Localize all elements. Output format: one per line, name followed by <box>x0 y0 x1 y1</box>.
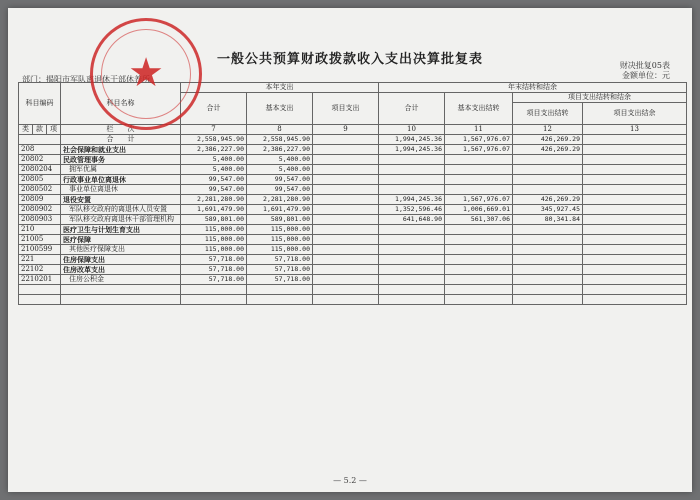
row-proj-balance <box>583 195 687 205</box>
row-basic-carry: 1,567,976.07 <box>445 145 513 155</box>
header-current-year: 本年支出 <box>181 83 379 93</box>
row-proj-balance <box>583 185 687 195</box>
row-total: 2,386,227.90 <box>181 145 247 155</box>
row-total: 99,547.00 <box>181 185 247 195</box>
table-row <box>19 215 687 225</box>
row-ye-total <box>379 185 445 195</box>
grand-total-total: 2,558,945.90 <box>181 135 247 145</box>
row-ye-total <box>379 265 445 275</box>
row-basic-carry <box>445 225 513 235</box>
row-basic-carry <box>445 185 513 195</box>
header-basic-carry: 基本支出结转 <box>445 93 513 125</box>
row-ye-total <box>379 155 445 165</box>
row-ye-total <box>379 275 445 285</box>
row-project <box>313 215 379 225</box>
blank-cell <box>583 285 687 295</box>
row-basic-carry <box>445 265 513 275</box>
table-row <box>19 155 687 165</box>
row-proj-carry <box>513 185 583 195</box>
col-num-12: 12 <box>513 125 583 135</box>
header-row-1 <box>19 83 687 93</box>
row-project <box>313 245 379 255</box>
row-name: 行政事业单位离退休 <box>61 175 181 185</box>
blank-row <box>19 285 687 295</box>
row-name: 社会保障和就业支出 <box>61 145 181 155</box>
table-row <box>19 195 687 205</box>
row-ye-total <box>379 255 445 265</box>
row-project <box>313 275 379 285</box>
row-name: 军队移交政府的离退休人员安置 <box>61 205 181 215</box>
row-basic-carry: 561,307.06 <box>445 215 513 225</box>
approval-table <box>18 82 687 305</box>
blank-row <box>19 295 687 305</box>
row-total: 5,400.00 <box>181 155 247 165</box>
row-code: 221 <box>19 255 61 265</box>
table-row <box>19 275 687 285</box>
star-icon: ★ <box>128 50 164 96</box>
row-name: 民政管理事务 <box>61 155 181 165</box>
table-row <box>19 265 687 275</box>
blank-cell <box>313 295 379 305</box>
row-basic-carry <box>445 255 513 265</box>
header-lanci: 栏 次 <box>61 125 181 135</box>
row-code: 2210201 <box>19 275 61 285</box>
row-project <box>313 175 379 185</box>
row-basic: 115,000.00 <box>247 225 313 235</box>
row-project <box>313 185 379 195</box>
blank-cell <box>181 285 247 295</box>
blank-cell <box>61 295 181 305</box>
department-label: 部门：揭阳市军队离退休干部休养所 <box>22 75 150 84</box>
table-row <box>19 165 687 175</box>
blank-cell <box>181 295 247 305</box>
header-project-carryover: 项目支出结转 <box>513 103 583 125</box>
row-name: 拥军优属 <box>61 165 181 175</box>
row-project <box>313 265 379 275</box>
row-basic: 1,691,479.90 <box>247 205 313 215</box>
blank-cell <box>445 285 513 295</box>
row-code: 2080502 <box>19 185 61 195</box>
blank-rows <box>19 285 687 305</box>
row-basic-carry: 1,567,976.07 <box>445 195 513 205</box>
row-proj-balance <box>583 255 687 265</box>
row-total: 115,000.00 <box>181 245 247 255</box>
row-name: 其他医疗保障支出 <box>61 245 181 255</box>
header-year-end: 年末结转和结余 <box>379 83 687 93</box>
row-proj-balance <box>583 275 687 285</box>
row-total: 115,000.00 <box>181 235 247 245</box>
row-project <box>313 205 379 215</box>
row-code: 2080204 <box>19 165 61 175</box>
row-name: 住房公积金 <box>61 275 181 285</box>
header-kuan: 款 <box>33 125 47 135</box>
row-name: 医疗保障 <box>61 235 181 245</box>
col-num-9: 9 <box>313 125 379 135</box>
row-total: 115,000.00 <box>181 225 247 235</box>
page-number: — 5.2 — <box>333 476 367 485</box>
row-proj-balance <box>583 225 687 235</box>
row-project <box>313 165 379 175</box>
approval-table-container <box>18 82 682 313</box>
row-proj-carry <box>513 165 583 175</box>
row-basic: 5,400.00 <box>247 165 313 175</box>
row-basic: 115,000.00 <box>247 235 313 245</box>
row-basic: 99,547.00 <box>247 175 313 185</box>
row-ye-total <box>379 175 445 185</box>
header-lei: 类 <box>19 125 33 135</box>
data-rows <box>19 145 687 285</box>
row-basic: 2,386,227.90 <box>247 145 313 155</box>
row-name: 军队移交政府离退休干部管理机构 <box>61 215 181 225</box>
blank-cell <box>247 295 313 305</box>
blank-cell <box>379 295 445 305</box>
row-code: 20805 <box>19 175 61 185</box>
row-project <box>313 255 379 265</box>
row-proj-carry <box>513 235 583 245</box>
grand-total-row <box>19 135 687 145</box>
header-project-balance: 项目支出结余 <box>583 103 687 125</box>
amount-unit: 金额单位：元 <box>622 71 670 80</box>
row-proj-carry: 345,927.45 <box>513 205 583 215</box>
row-basic: 57,718.00 <box>247 275 313 285</box>
row-proj-balance <box>583 155 687 165</box>
row-total: 57,718.00 <box>181 265 247 275</box>
row-proj-carry <box>513 275 583 285</box>
row-code: 2100599 <box>19 245 61 255</box>
row-proj-carry: 80,341.84 <box>513 215 583 225</box>
row-proj-carry <box>513 265 583 275</box>
row-basic-carry <box>445 155 513 165</box>
row-proj-balance <box>583 145 687 155</box>
grand-total-basic: 2,558,945.90 <box>247 135 313 145</box>
row-basic: 2,281,280.90 <box>247 195 313 205</box>
row-ye-total: 1,352,596.46 <box>379 205 445 215</box>
blank-cell <box>19 295 61 305</box>
row-ye-total <box>379 245 445 255</box>
col-num-11: 11 <box>445 125 513 135</box>
table-row <box>19 235 687 245</box>
table-row <box>19 205 687 215</box>
blank-cell <box>19 285 61 295</box>
row-total: 57,718.00 <box>181 275 247 285</box>
row-proj-balance <box>583 205 687 215</box>
header-ye-total: 合计 <box>379 93 445 125</box>
row-basic-carry <box>445 165 513 175</box>
row-project <box>313 225 379 235</box>
row-basic-carry: 1,006,669.01 <box>445 205 513 215</box>
blank-cell <box>583 295 687 305</box>
row-basic: 57,718.00 <box>247 255 313 265</box>
blank-cell <box>445 295 513 305</box>
row-ye-total: 1,994,245.36 <box>379 195 445 205</box>
row-total: 57,718.00 <box>181 255 247 265</box>
header-project-carry: 项目支出结转和结余 <box>513 93 687 103</box>
blank-cell <box>379 285 445 295</box>
row-ye-total: 641,648.90 <box>379 215 445 225</box>
row-total: 1,691,479.90 <box>181 205 247 215</box>
row-proj-carry <box>513 255 583 265</box>
row-code: 210 <box>19 225 61 235</box>
header-code: 科目编码 <box>19 83 61 125</box>
table-row <box>19 225 687 235</box>
grand-total-code <box>19 135 61 145</box>
row-proj-carry: 426,269.29 <box>513 195 583 205</box>
row-basic-carry <box>445 235 513 245</box>
grand-total-label: 合 计 <box>61 135 181 145</box>
row-basic: 5,400.00 <box>247 155 313 165</box>
header-project: 项目支出 <box>313 93 379 125</box>
row-code: 208 <box>19 145 61 155</box>
header-name: 科目名称 <box>61 83 181 125</box>
row-basic: 99,547.00 <box>247 185 313 195</box>
row-ye-total <box>379 235 445 245</box>
row-project <box>313 145 379 155</box>
row-proj-carry <box>513 225 583 235</box>
row-proj-carry <box>513 245 583 255</box>
row-code: 22102 <box>19 265 61 275</box>
row-total: 2,281,280.90 <box>181 195 247 205</box>
row-ye-total <box>379 225 445 235</box>
grand-total-ye-total: 1,994,245.36 <box>379 135 445 145</box>
document-title: 一般公共预算财政拨款收入支出决算批复表 <box>216 52 483 67</box>
row-proj-balance <box>583 245 687 255</box>
col-num-7: 7 <box>181 125 247 135</box>
grand-total-proj-carry: 426,269.29 <box>513 135 583 145</box>
header-basic: 基本支出 <box>247 93 313 125</box>
blank-cell <box>513 285 583 295</box>
row-proj-carry <box>513 175 583 185</box>
row-total: 5,400.00 <box>181 165 247 175</box>
grand-total-proj-balance <box>583 135 687 145</box>
row-total: 589,801.00 <box>181 215 247 225</box>
document-page <box>8 8 692 492</box>
row-ye-total: 1,994,245.36 <box>379 145 445 155</box>
row-project <box>313 195 379 205</box>
col-num-10: 10 <box>379 125 445 135</box>
grand-total-basic-carry: 1,567,976.07 <box>445 135 513 145</box>
form-code: 财决批复05表 <box>619 61 670 70</box>
table-row <box>19 245 687 255</box>
row-basic: 115,000.00 <box>247 245 313 255</box>
row-name: 医疗卫生与计划生育支出 <box>61 225 181 235</box>
row-code: 20802 <box>19 155 61 165</box>
row-name: 事业单位离退休 <box>61 185 181 195</box>
row-proj-carry: 426,269.29 <box>513 145 583 155</box>
col-num-8: 8 <box>247 125 313 135</box>
col-num-13: 13 <box>583 125 687 135</box>
row-proj-balance <box>583 215 687 225</box>
row-basic-carry <box>445 175 513 185</box>
row-name: 住房保障支出 <box>61 255 181 265</box>
header-total: 合计 <box>181 93 247 125</box>
row-code: 20809 <box>19 195 61 205</box>
row-proj-balance <box>583 165 687 175</box>
row-name: 住房改革支出 <box>61 265 181 275</box>
row-project <box>313 155 379 165</box>
row-proj-carry <box>513 155 583 165</box>
grand-total-project <box>313 135 379 145</box>
row-proj-balance <box>583 265 687 275</box>
header-row-lanci <box>19 125 687 135</box>
row-basic: 589,801.00 <box>247 215 313 225</box>
table-row <box>19 175 687 185</box>
row-code: 2080902 <box>19 205 61 215</box>
blank-cell <box>247 285 313 295</box>
table-row <box>19 145 687 155</box>
table-row <box>19 185 687 195</box>
row-code: 21005 <box>19 235 61 245</box>
row-basic-carry <box>445 245 513 255</box>
row-code: 2080903 <box>19 215 61 225</box>
blank-cell <box>61 285 181 295</box>
row-total: 99,547.00 <box>181 175 247 185</box>
row-proj-balance <box>583 175 687 185</box>
header-xiang: 项 <box>47 125 61 135</box>
row-basic: 57,718.00 <box>247 265 313 275</box>
row-basic-carry <box>445 275 513 285</box>
blank-cell <box>313 285 379 295</box>
row-proj-balance <box>583 235 687 245</box>
row-name: 退役安置 <box>61 195 181 205</box>
row-ye-total <box>379 165 445 175</box>
table-row <box>19 255 687 265</box>
row-project <box>313 235 379 245</box>
blank-cell <box>513 295 583 305</box>
